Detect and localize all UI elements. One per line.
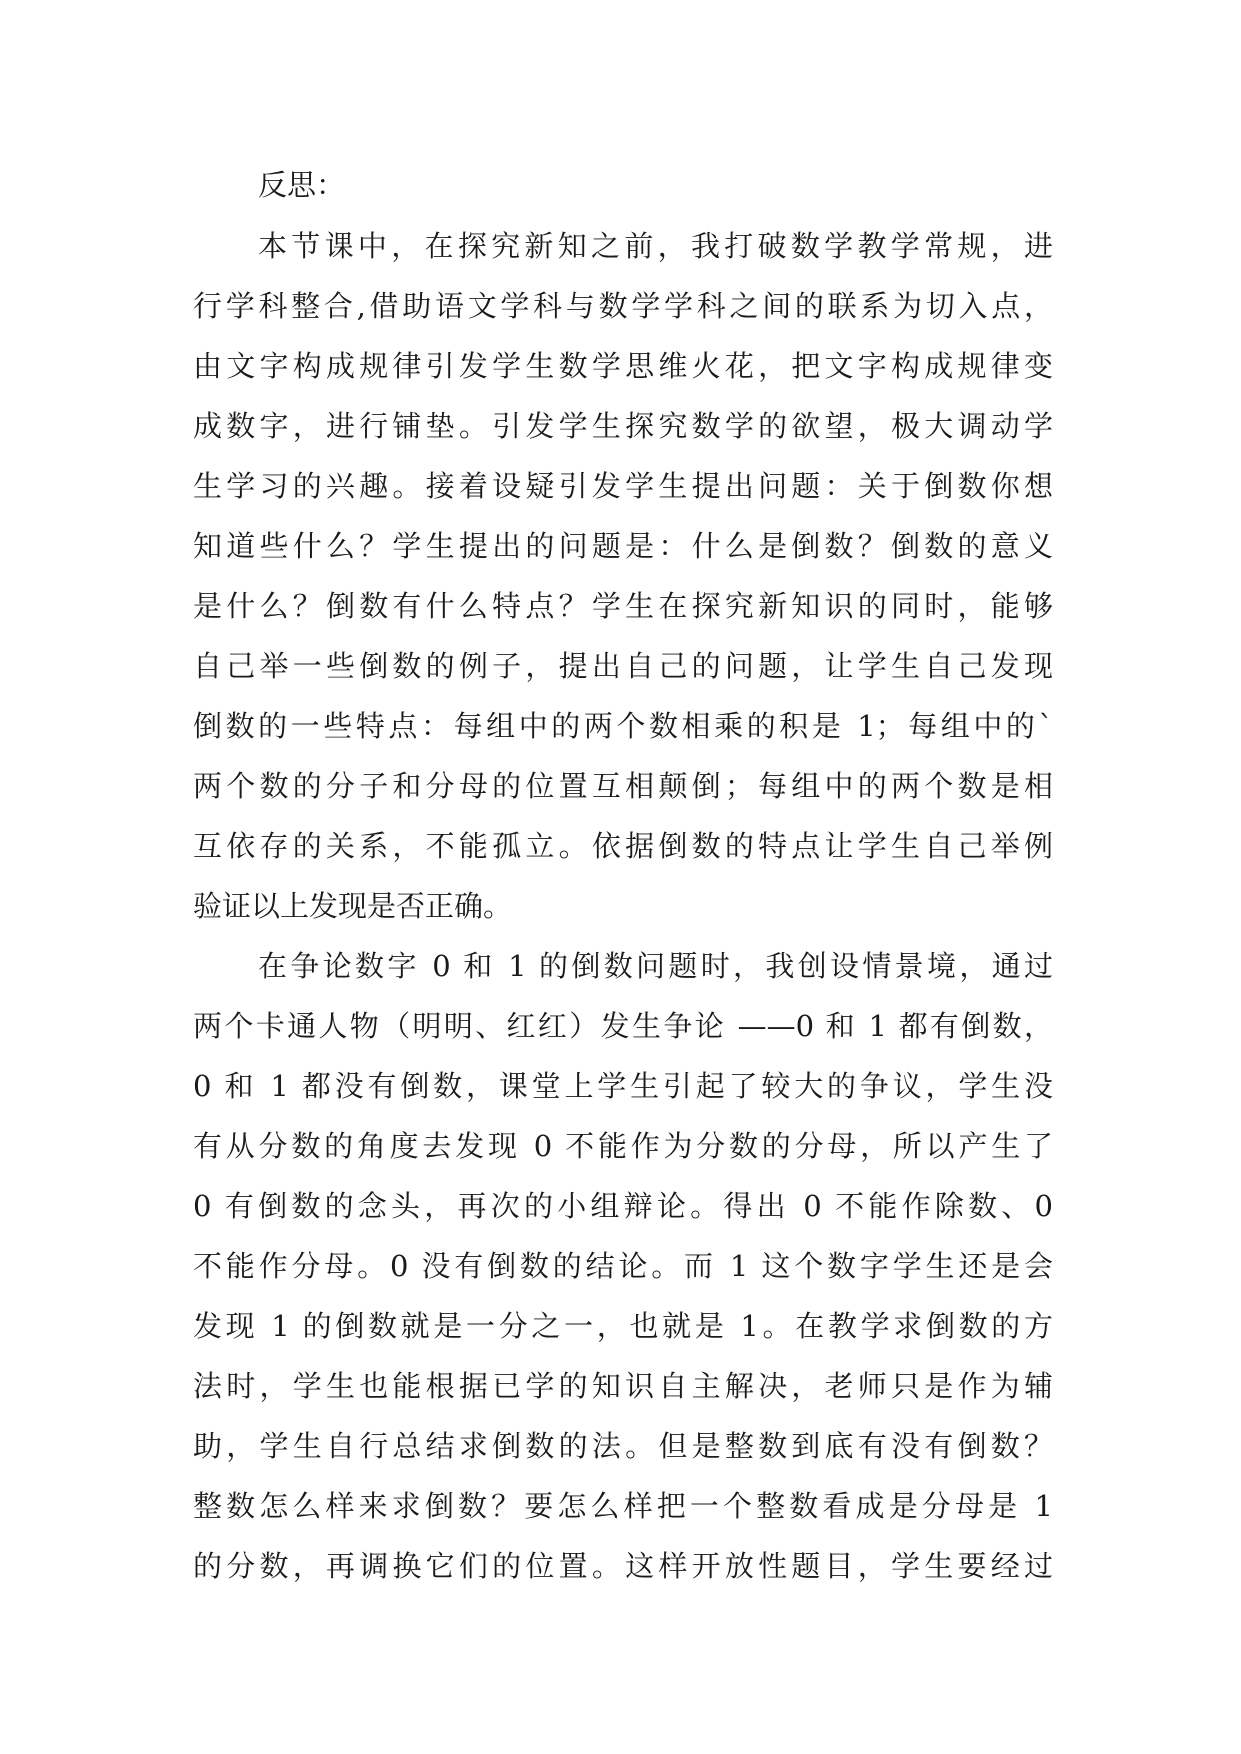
paragraph-line: 由文字构成规律引发学生数学思维火花，把文字构成规律变 (193, 349, 1053, 383)
paragraph-line: 有从分数的角度去发现 0 不能作为分数的分母，所以产生了 (193, 1129, 1053, 1163)
paragraph-line: 0 有倒数的念头，再次的小组辩论。得出 0 不能作除数、0 (193, 1189, 1053, 1223)
paragraph-line: 整数怎么样来求倒数？要怎么样把一个整数看成是分母是 1 (193, 1489, 1053, 1523)
paragraph-line: 自己举一些倒数的例子，提出自己的问题，让学生自己发现 (193, 649, 1053, 683)
paragraph-line: 知道些什么？学生提出的问题是：什么是倒数？倒数的意义 (193, 529, 1053, 563)
paragraph-line: 互依存的关系，不能孤立。依据倒数的特点让学生自己举例 (193, 829, 1053, 863)
paragraph-line: 生学习的兴趣。接着设疑引发学生提出问题：关于倒数你想 (193, 469, 1053, 503)
paragraph-line: 两个卡通人物（明明、红红）发生争论 ——0 和 1 都有倒数， (193, 1009, 1053, 1043)
paragraph-line: 倒数的一些特点：每组中的两个数相乘的积是 1；每组中的` (193, 709, 1053, 743)
paragraph-line: 0 和 1 都没有倒数，课堂上学生引起了较大的争议，学生没 (193, 1069, 1053, 1103)
paragraph-line: 不能作分母。0 没有倒数的结论。而 1 这个数字学生还是会 (193, 1249, 1053, 1283)
paragraph-line: 两个数的分子和分母的位置互相颠倒；每组中的两个数是相 (193, 769, 1053, 803)
paragraph-line: 法时，学生也能根据已学的知识自主解决，老师只是作为辅 (193, 1369, 1053, 1403)
heading-reflection: 反思： (258, 168, 346, 202)
paragraph-line: 在争论数字 0 和 1 的倒数问题时，我创设情景境，通过 (258, 949, 1053, 983)
paragraph-line: 成数字，进行铺垫。引发学生探究数学的欲望，极大调动学 (193, 409, 1053, 443)
paragraph-line: 验证以上发现是否正确。 (193, 889, 513, 923)
paragraph-line: 的分数，再调换它们的位置。这样开放性题目，学生要经过 (193, 1549, 1053, 1583)
paragraph-line: 是什么？倒数有什么特点？学生在探究新知识的同时，能够 (193, 589, 1053, 623)
paragraph-line: 发现 1 的倒数就是一分之一，也就是 1。在教学求倒数的方 (193, 1309, 1053, 1343)
paragraph-line: 本节课中，在探究新知之前，我打破数学教学常规，进 (258, 229, 1053, 263)
paragraph-line: 助，学生自行总结求倒数的法。但是整数到底有没有倒数？ (193, 1429, 1053, 1463)
paragraph-line: 行学科整合,借助语文学科与数学学科之间的联系为切入点， (193, 289, 1053, 323)
